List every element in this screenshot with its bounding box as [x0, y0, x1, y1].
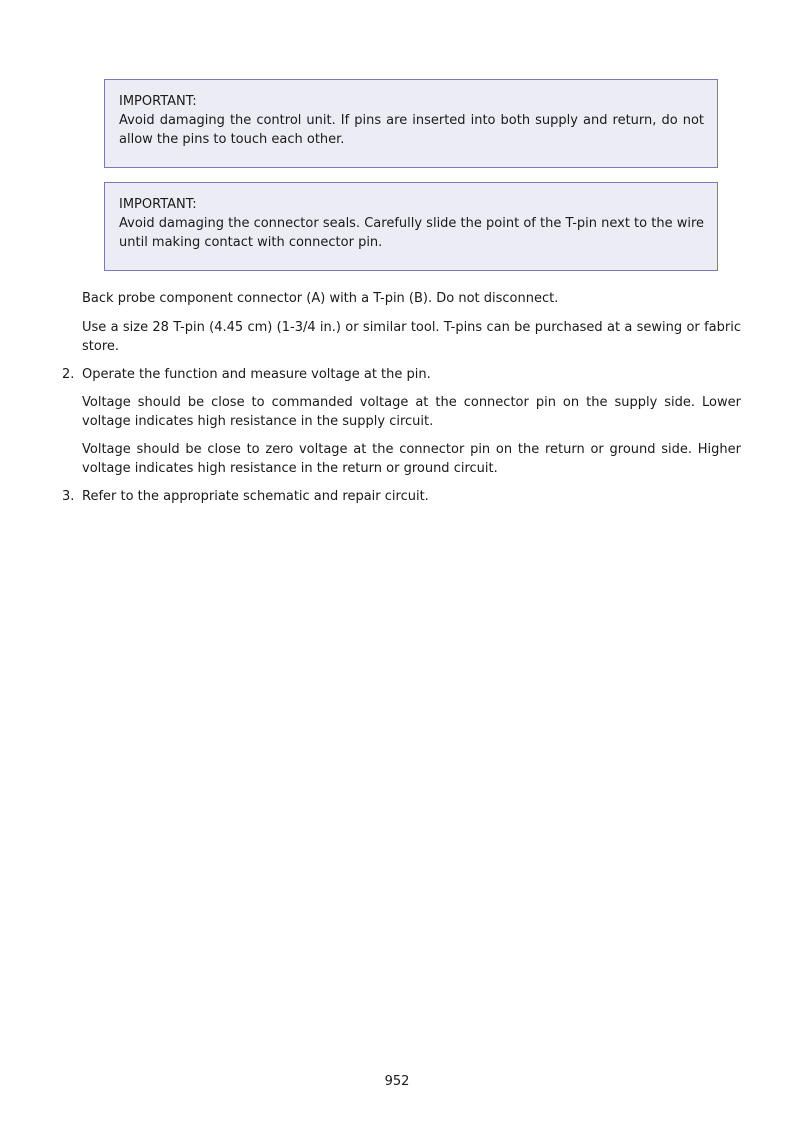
step-number: 2.: [62, 367, 75, 382]
supply-voltage-note: Voltage should be close to commanded voltage at the connector pin on the supply side. Lower voltage indicates high resistance in the supply circuit.: [82, 395, 741, 429]
notice-text: Avoid damaging the connector seals. Carefully slide the point of the T-pin next to the wire until making contact with connector pin.: [119, 216, 704, 250]
important-notice-connector-seals: [104, 182, 718, 271]
page-number: 952: [384, 1074, 410, 1089]
notice-heading: IMPORTANT:: [119, 197, 197, 212]
important-notice-control-unit: [104, 79, 718, 168]
step-number: 3.: [62, 489, 75, 504]
step-2: [62, 365, 741, 384]
notice-text: Avoid damaging the control unit. If pins are inserted into both supply and return, do not allow the pins to touch each other.: [119, 113, 704, 147]
step-3: [62, 487, 741, 506]
return-voltage-note: Voltage should be close to zero voltage at the connector pin on the return or ground side. Higher voltage indicates high resistance in the return or ground circuit.: [82, 442, 741, 476]
tpin-size-note: Use a size 28 T-pin (4.45 cm) (1-3/4 in.) or similar tool. T-pins can be purchased at a sewing or fabric store.: [82, 320, 741, 354]
step-text: Refer to the appropriate schematic and repair circuit.: [82, 489, 429, 504]
step-text: Operate the function and measure voltage at the pin.: [82, 367, 431, 382]
notice-heading: IMPORTANT:: [119, 94, 197, 109]
back-probe-instruction: Back probe component connector (A) with a T-pin (B). Do not disconnect.: [82, 291, 559, 306]
